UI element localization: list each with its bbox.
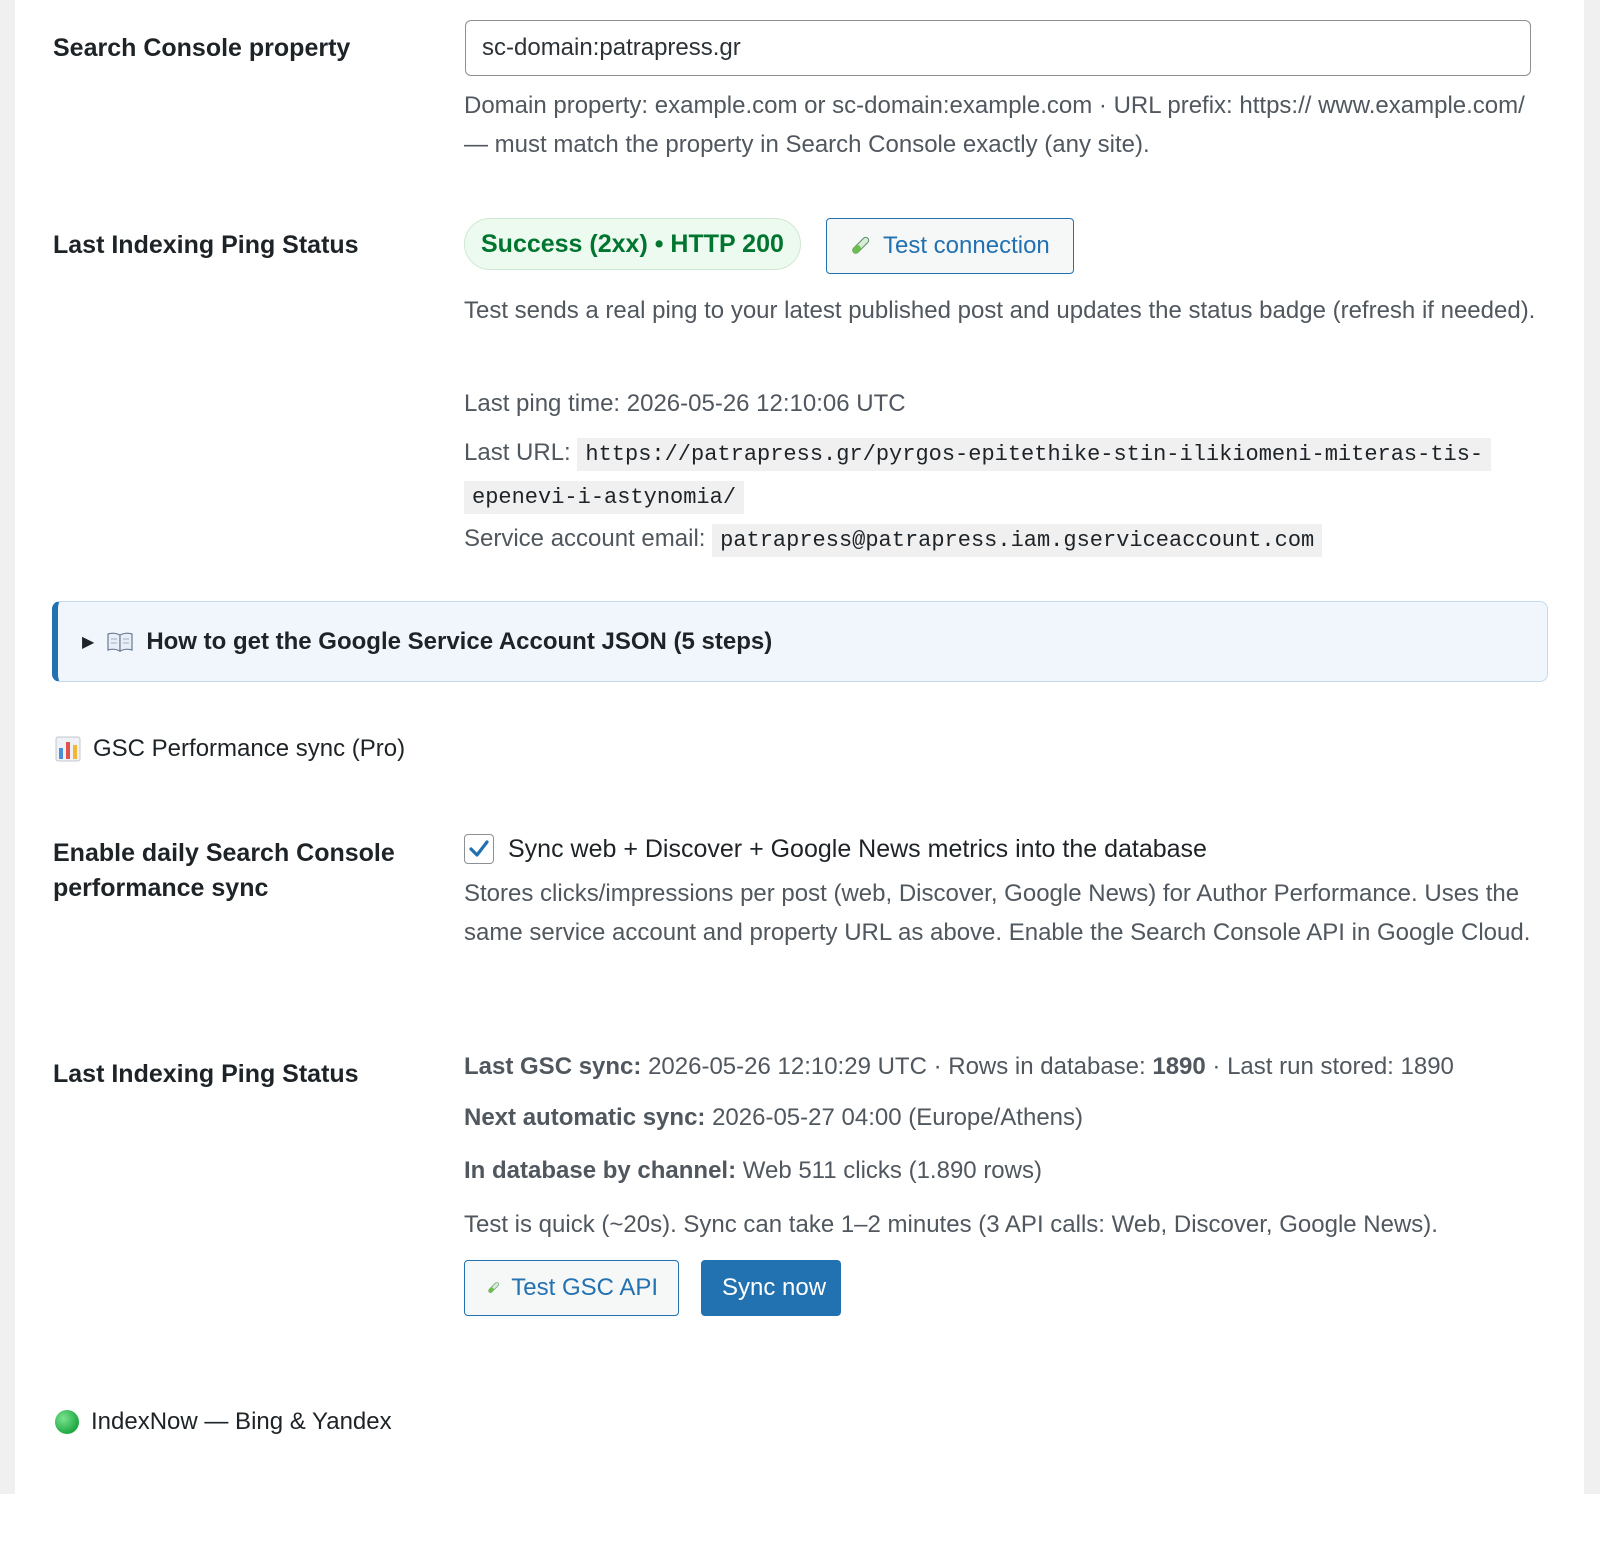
test-tube-icon [847, 233, 873, 259]
search-console-property-label: Search Console property [53, 34, 351, 62]
admin-background-left [0, 0, 15, 1494]
last-gsc-sync-value: 2026-05-26 12:10:29 UTC · Rows in database: [648, 1053, 1146, 1080]
daily-sync-label-line2: performance sync [53, 874, 269, 902]
last-gsc-sync-line [464, 1050, 1454, 1084]
last-ping-time: Last ping time: 2026-05-26 12:10:06 UTC [464, 390, 906, 417]
test-connection-help: Test sends a real ping to your latest published post and updates the status badge (refresh if needed). [464, 297, 1536, 324]
test-gsc-api-button[interactable] [464, 1260, 679, 1316]
indexing-ping-status-label: Last Indexing Ping Status [53, 231, 359, 259]
indexnow-section-title [55, 1408, 392, 1436]
by-channel-label: In database by channel: [464, 1157, 737, 1184]
search-console-property-input[interactable] [465, 20, 1531, 76]
search-console-property-help: Domain property: example.com or sc-domain:example.com · URL prefix: https:// www.example.com/ — must match the property in Search Console exactly (any site). [464, 92, 1525, 158]
last-gsc-sync-label: Last GSC sync: [464, 1053, 642, 1080]
green-circle-icon [55, 1410, 79, 1434]
next-sync-line [464, 1101, 1083, 1135]
by-channel-value: Web 511 clicks (1.890 rows) [742, 1157, 1042, 1184]
test-tube-icon [485, 1275, 501, 1301]
book-icon [106, 631, 134, 653]
admin-background-right [1584, 0, 1600, 1494]
test-connection-button[interactable] [826, 218, 1074, 274]
service-account-email: patrapress@patrapress.iam.gserviceaccount.com [712, 524, 1322, 557]
next-sync-label: Next automatic sync: [464, 1104, 706, 1131]
indexnow-title: IndexNow — Bing & Yandex [91, 1408, 392, 1435]
test-connection-label: Test connection [883, 232, 1050, 259]
gsc-performance-title: GSC Performance sync (Pro) [93, 735, 406, 762]
ping-status-badge: Success (2xx) • HTTP 200 [464, 218, 801, 270]
daily-sync-help: Stores clicks/impressions per post (web, Discover, Google News) for Author Performance. Uses the same service account and property URL as above. Enable the Search Console API in Google Cloud. [464, 880, 1531, 946]
last-run-stored: · Last run stored: 1890 [1212, 1053, 1454, 1080]
service-account-row [464, 522, 1322, 558]
by-channel-line [464, 1154, 1042, 1188]
last-url-label: Last URL: [464, 439, 571, 466]
test-gsc-api-label: Test GSC API [511, 1274, 658, 1301]
sync-timing-note: Test is quick (~20s). Sync can take 1–2 minutes (3 API calls: Web, Discover, Google News). [464, 1211, 1438, 1238]
rows-in-database: 1890 [1152, 1053, 1206, 1080]
daily-sync-checkbox[interactable] [464, 834, 494, 864]
last-url-value: https://patrapress.gr/pyrgos-epitethike-stin-ilikiomeni-miteras-tis-epenevi-i-astynomia/ [464, 438, 1491, 514]
gsc-performance-section-title [55, 735, 405, 763]
guide-summary: How to get the Google Service Account JSON (5 steps) [146, 627, 773, 655]
sync-now-button[interactable]: Sync now [701, 1260, 841, 1316]
last-url-row [464, 432, 1524, 518]
bar-chart-icon [55, 736, 81, 762]
service-account-label: Service account email: [464, 525, 706, 552]
gsc-status-label: Last Indexing Ping Status [53, 1060, 359, 1088]
daily-sync-label-line1: Enable daily Search Console [53, 839, 395, 867]
checkmark-icon [468, 839, 490, 859]
next-sync-value: 2026-05-27 04:00 (Europe/Athens) [712, 1104, 1083, 1131]
expand-triangle-icon: ▶ [82, 633, 95, 651]
service-account-guide-toggle[interactable] [52, 601, 1548, 682]
daily-sync-checkbox-label[interactable]: Sync web + Discover + Google News metrics into the database [508, 835, 1207, 863]
